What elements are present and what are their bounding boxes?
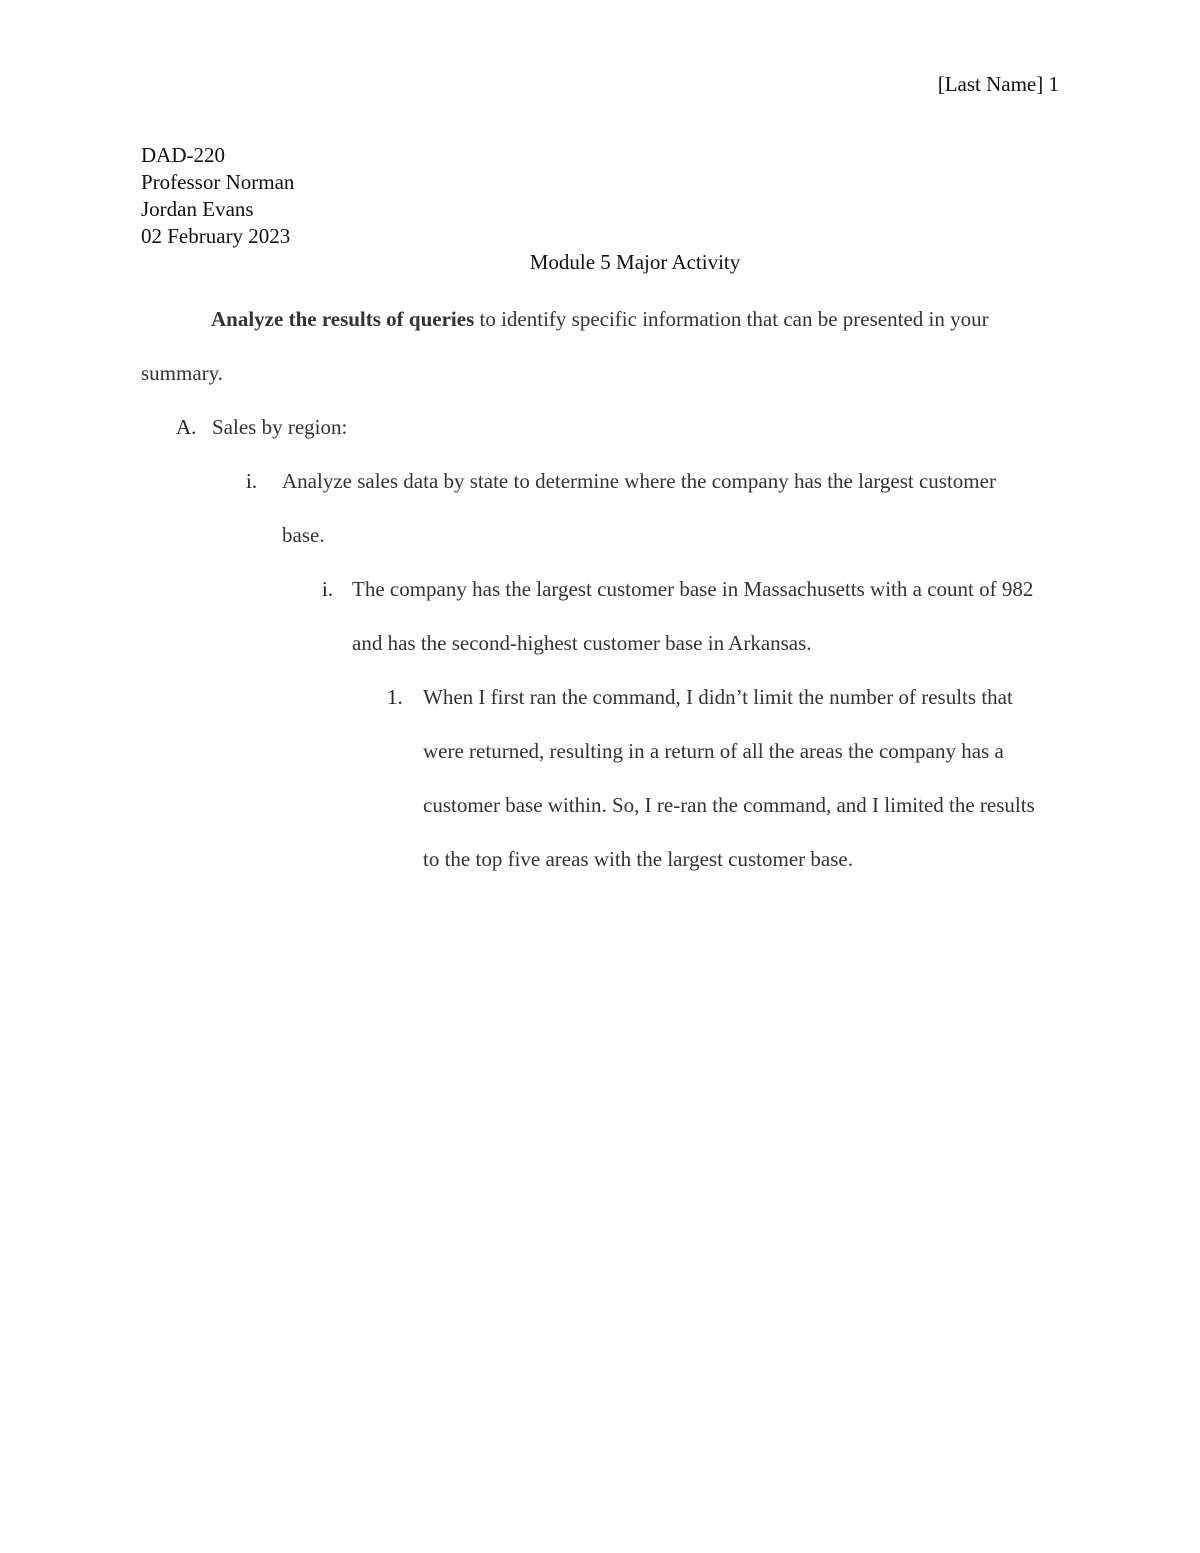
outline-marker-1-level3: 1. (387, 685, 403, 709)
outline-marker-i-level2: i. (322, 577, 334, 601)
outline-text-1-level3: When I first ran the command, I didn’t limit the number of results that were returned, resulting in a return of all the areas the company has a customer base within. So, I re-ran the command, and I limited the results to the top five areas with the largest customer base. (423, 685, 1035, 871)
outline-text-a: Sales by region: (212, 415, 348, 439)
intro-text: to identify specific information that can be presented in your summary. (141, 307, 989, 385)
running-head: [Last Name] 1 (937, 72, 1059, 96)
outline-item-i-level1 (246, 454, 1022, 562)
outline-text-i-level2: The company has the largest customer base in Massachusetts with a count of 982 and has the second-highest customer base in Arkansas. (352, 577, 1034, 655)
intro-paragraph (141, 292, 1061, 400)
intro-bold-phrase: Analyze the results of queries (211, 307, 475, 331)
outline-text-i-level1: Analyze sales data by state to determine where the company has the largest customer base. (282, 469, 996, 547)
student-name: Jordan Evans (141, 197, 254, 221)
document-title: Module 5 Major Activity (529, 250, 741, 274)
outline-item-a (176, 400, 347, 454)
document-date: 02 February 2023 (141, 224, 291, 248)
outline-item-1-level3 (387, 670, 1053, 886)
outline-marker-i-level1: i. (246, 469, 258, 493)
outline-item-i-level2 (322, 562, 1057, 670)
course-code: DAD-220 (141, 143, 225, 167)
student-info-block (141, 142, 294, 250)
professor-name: Professor Norman (141, 170, 295, 194)
outline-marker-a: A. (176, 415, 197, 439)
